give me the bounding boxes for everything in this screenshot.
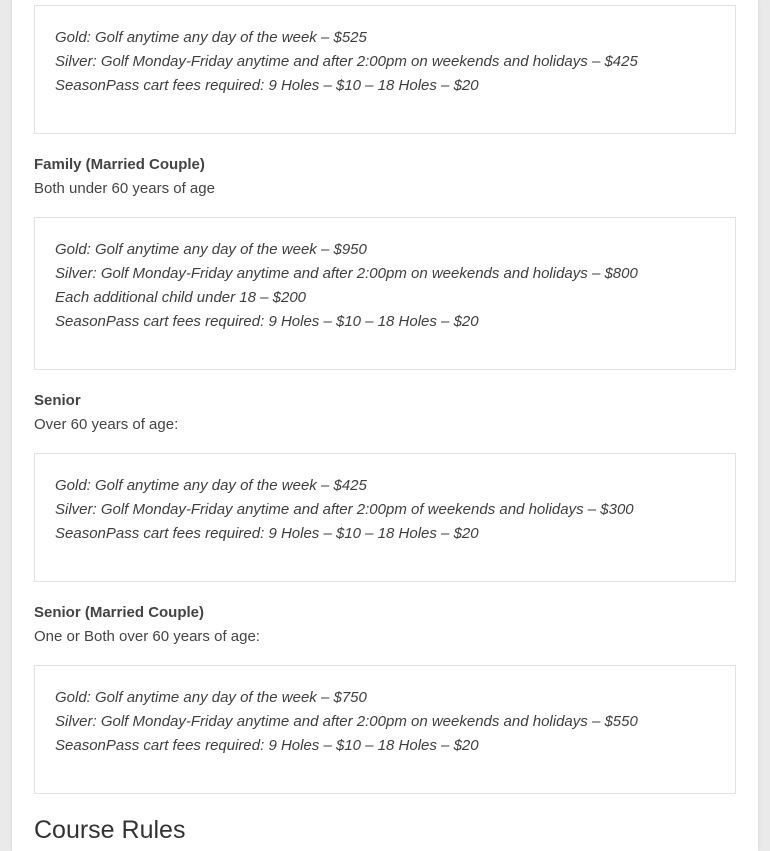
section-title-family: Family (Married Couple) <box>34 156 205 173</box>
price-line: Gold: Golf anytime any day of the week – $950 <box>55 241 367 258</box>
price-line: Each additional child under 18 – $200 <box>55 289 307 306</box>
pricing-box-individual <box>34 5 736 134</box>
price-line: Silver: Golf Monday-Friday anytime and after 2:00pm on weekends and holidays – $800 <box>55 265 638 282</box>
section-title-senior: Senior <box>34 392 81 409</box>
price-line: Silver: Golf Monday-Friday anytime and after 2:00pm on weekends and holidays – $550 <box>55 713 638 730</box>
page-card <box>12 0 758 851</box>
price-line: SeasonPass cart fees required: 9 Holes – $10 – 18 Holes – $20 <box>55 525 479 542</box>
price-line: Gold: Golf anytime any day of the week – $750 <box>55 689 367 706</box>
price-line: Gold: Golf anytime any day of the week – $425 <box>55 477 367 494</box>
pricing-box-senior-couple <box>34 665 736 794</box>
pricing-box-family <box>34 217 736 370</box>
price-line: SeasonPass cart fees required: 9 Holes – $10 – 18 Holes – $20 <box>55 737 479 754</box>
section-subtitle-family: Both under 60 years of age <box>34 180 215 197</box>
price-line: SeasonPass cart fees required: 9 Holes – $10 – 18 Holes – $20 <box>55 313 479 330</box>
section-subtitle-senior-couple: One or Both over 60 years of age: <box>34 628 260 645</box>
price-line: Gold: Golf anytime any day of the week – $525 <box>55 29 367 46</box>
price-line: SeasonPass cart fees required: 9 Holes – $10 – 18 Holes – $20 <box>55 77 479 94</box>
price-line: Silver: Golf Monday-Friday anytime and after 2:00pm of weekends and holidays – $300 <box>55 501 634 518</box>
section-title-senior-couple: Senior (Married Couple) <box>34 604 205 621</box>
pricing-box-senior <box>34 453 736 582</box>
section-subtitle-senior: Over 60 years of age: <box>34 416 179 433</box>
course-rules-heading: Course Rules <box>34 816 186 844</box>
price-line: Silver: Golf Monday-Friday anytime and after 2:00pm on weekends and holidays – $425 <box>55 53 638 70</box>
